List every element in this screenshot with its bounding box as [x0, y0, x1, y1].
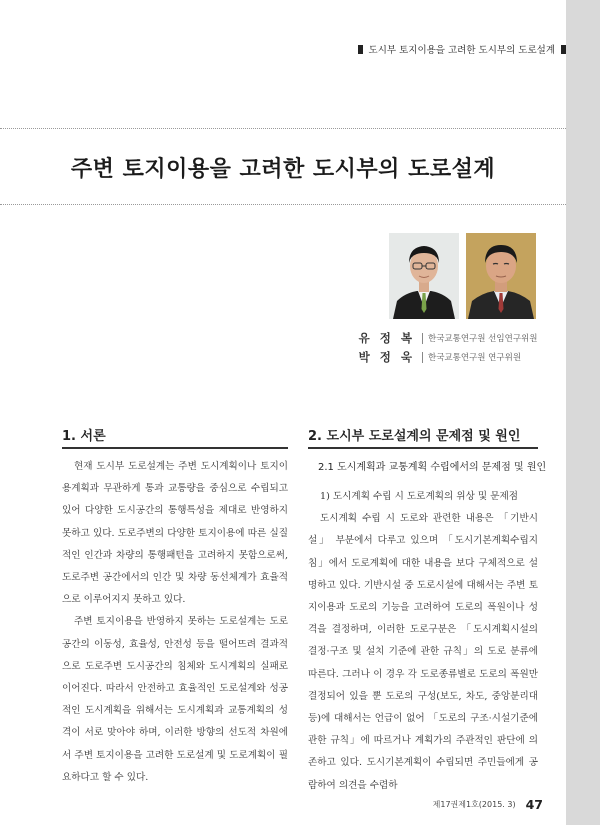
body-paragraph: 주변 토지이용을 반영하지 못하는 도로설계는 도로공간의 이동성, 효율성, 안전성 등을 떨어뜨려 결과적으로 도로주변 도시공간의 침체와 도시계획의 실패로 이어진다. 따라서 안전하고 효율적인 도로설계와 성공적인 도시계획을 위해서는 도시계획과 교통계획의 성격이 서로 맞아야 하며, 이러한 방향의 선도적 차원에서 주변 토지이용을 고려한 도로설계 및 도로계획이 필요하다고 할 수 있다.	[62, 616, 288, 783]
header-marker-icon	[561, 45, 566, 54]
title-divider-top	[0, 128, 566, 129]
page-number: 47	[525, 797, 543, 812]
author-photo-2	[466, 233, 536, 319]
author-list	[300, 330, 566, 368]
author-name: 박 정 욱	[358, 350, 415, 364]
section-heading-rule	[62, 447, 288, 449]
author-affiliation: 한국교통연구원 연구위원	[428, 353, 522, 363]
running-header	[300, 42, 566, 56]
subsection-heading: 2.1 도시계획과 교통계획 수립에서의 문제점 및 원인	[318, 462, 547, 473]
section-heading-introduction: 1. 서론	[62, 429, 106, 444]
running-title: 도시부 토지이용을 고려한 도시부의 도로설계	[368, 45, 555, 56]
author-affiliation: 한국교통연구원 선임연구위원	[428, 334, 538, 344]
author-row	[300, 349, 566, 365]
title-divider-bottom	[0, 204, 566, 205]
body-subheading: 1) 도시계획 수립 시 도로계획의 위상 및 문제점	[320, 491, 519, 502]
author-name: 유 정 복	[358, 331, 415, 345]
body-paragraph: 현재 도시부 도로설계는 주변 도시계획이나 토지이용계획과 무관하게 통과 교통량을 중심으로 수립되고 있어 다양한 도시공간의 통행특성을 제대로 반영하지 못하고 있다. 도로주변의 다양한 토지이용에 따른 실질적인 인간과 차량의 통행패턴을 고려하지 못함으로써, 도로주변 공간에서의 인간 및 차량 동선체계가 효율적으로 이루어지지 못하고 있다.	[62, 461, 288, 606]
section-body-introduction	[62, 456, 288, 789]
body-paragraph: 도시계획 수립 시 도로와 관련한 내용은 「기반시설」 부분에서 다루고 있으며 「도시기본계획수립지침」에서 도로계획에 대한 내용을 보다 구체적으로 설명하고 있다. 기반시설 중 도로시설에 대해서는 주변 토지이용과 도로의 기능을 고려하여 도로의 폭원이나 성격을 결정하며, 이러한 도로구분은 「도시계획시설의 결정·구조 및 설치 기준에 관한 규칙」의 도로 분류에 따른다. 그러나 이 경우 각 도로종류별로 도로의 폭원만 결정되어 있을 뿐 도로의 구성(보도, 차도, 중앙분리대 등)에 대해서는 언급이 없어 「도로의 구조·시설기준에 관한 규칙」에 따르거나 계획가의 주관적인 판단에 의존하고 있다. 도시기본계획이 수립되면 주민들에게 공람하여 의견을 수렴하	[308, 513, 538, 791]
header-marker-icon	[358, 45, 363, 54]
author-separator	[422, 352, 423, 363]
issue-label: 제17권제1호(2015. 3)	[432, 800, 516, 809]
section-body-problems	[308, 486, 538, 797]
author-row	[300, 330, 566, 346]
side-margin-bar	[566, 0, 600, 825]
section-heading-rule	[308, 447, 538, 449]
section-heading-problems: 2. 도시부 도로설계의 문제점 및 원인	[308, 429, 521, 444]
author-photo-1	[389, 233, 459, 319]
page-footer	[300, 797, 543, 812]
article-title: 주변 토지이용을 고려한 도시부의 도로설계	[70, 157, 496, 182]
author-separator	[422, 333, 423, 344]
